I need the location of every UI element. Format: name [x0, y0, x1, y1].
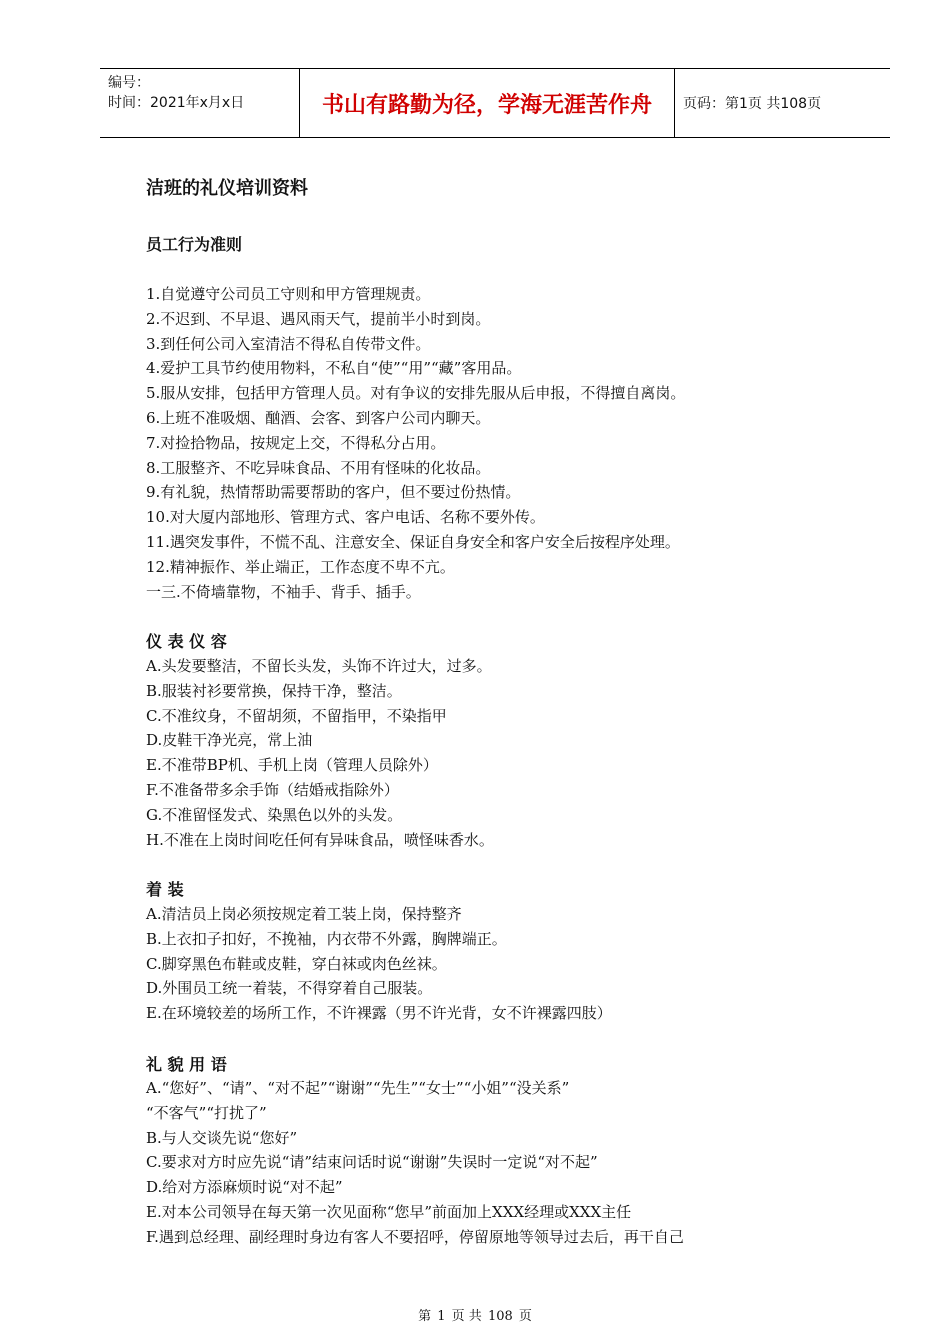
list-item: 8.工服整齐、不吃异味食品、不用有怪味的化妆品。	[146, 458, 491, 477]
list-item: A.“您好”、“请”、“对不起”“谢谢”“先生”“女士”“小姐”“没关系”	[146, 1079, 570, 1097]
list-item: 3.到任何公司入室清洁不得私自传带文件。	[146, 334, 431, 353]
list-item: 9.有礼貌，热情帮助需要帮助的客户，但不要过份热情。	[146, 483, 521, 502]
footer-total-pages: 108	[487, 1309, 513, 1324]
list-item: A.头发要整洁，不留长头发，头饰不许过大，过多。	[146, 657, 492, 675]
header-motto: 书山有路勤为径，学海无涯苦作舟	[300, 69, 675, 137]
page-header	[100, 68, 890, 138]
list-item: F.不准备带多余手饰（结婚戒指除外）	[146, 780, 399, 799]
footer-page-number: 1	[437, 1309, 446, 1324]
footer-suffix: 页	[518, 1309, 532, 1324]
list-item: D.皮鞋干净光亮，常上油	[146, 731, 313, 750]
list-item: 7.对捡拾物品，按规定上交，不得私分占用。	[146, 433, 446, 452]
list-item: D.给对方添麻烦时说“对不起”	[146, 1178, 343, 1197]
section-heading-conduct: 员工行为准则	[146, 235, 243, 254]
list-item: A.清洁员上岗必须按规定着工装上岗，保持整齐	[146, 905, 462, 923]
list-item: 1.自觉遵守公司员工守则和甲方管理规责。	[146, 285, 431, 303]
footer-prefix: 第	[418, 1309, 432, 1324]
section-heading-polite-language: 礼 貌 用 语	[146, 1055, 227, 1074]
section-polite-language-list	[146, 1076, 846, 1250]
list-item: 4.爱护工具节约使用物料，不私自“使”“用”“藏”客用品。	[146, 359, 522, 378]
section-heading-dress: 着 装	[146, 880, 184, 899]
section-dress-list	[146, 902, 846, 1026]
list-item: 6.上班不准吸烟、酗酒、会客、到客户公司内聊天。	[146, 408, 491, 427]
serial-label: 编号：	[108, 75, 150, 91]
list-item: G.不准留怪发式、染黑色以外的头发。	[146, 805, 403, 824]
section-conduct-list	[146, 282, 846, 604]
list-item: 一三.不倚墙靠物，不袖手、背手、插手。	[146, 582, 421, 601]
page-footer	[0, 1305, 950, 1324]
list-item: D.外围员工统一着装，不得穿着自己服装。	[146, 979, 433, 998]
section-appearance-list	[146, 654, 846, 852]
list-item: E.对本公司领导在每天第一次见面称“您早”前面加上XXX经理或XXX主任	[146, 1202, 632, 1221]
list-item: E.不准带BP机、手机上岗（管理人员除外）	[146, 756, 438, 775]
list-item: 2.不迟到、不早退、遇风雨天气，提前半小时到岗。	[146, 309, 491, 328]
list-item: 11.遇突发事件，不慌不乱、注意安全、保证自身安全和客户安全后按程序处理。	[146, 532, 680, 551]
list-item: C.不准纹身，不留胡须，不留指甲，不染指甲	[146, 706, 447, 725]
list-item: 12.精神振作、举止端正，工作态度不卑不亢。	[146, 557, 455, 576]
header-meta	[100, 69, 300, 137]
list-item: H.不准在上岗时间吃任何有异味食品，喷怪味香水。	[146, 830, 494, 849]
list-item: C.要求对方时应先说“请”结束问话时说“谢谢”失误时一定说“对不起”	[146, 1153, 598, 1172]
list-item: B.上衣扣子扣好，不挽袖，内衣带不外露，胸牌端正。	[146, 929, 507, 948]
list-item: C.脚穿黑色布鞋或皮鞋，穿白袜或肉色丝袜。	[146, 954, 447, 973]
list-item: B.与人交谈先说“您好”	[146, 1128, 298, 1147]
list-item: E.在环境较差的场所工作，不许裸露（男不许光背，女不许裸露四肢）	[146, 1004, 612, 1023]
list-item: B.服装衬衫要常换，保持干净，整洁。	[146, 681, 402, 700]
section-heading-appearance: 仪 表 仪 容	[146, 632, 227, 651]
document-title: 洁班的礼仪培训资料	[146, 178, 308, 199]
footer-mid: 页 共	[451, 1309, 482, 1324]
header-page-info: 页码：第1页 共108页	[683, 96, 822, 112]
time-label: 时间：2021年x月x日	[108, 95, 245, 111]
list-item: “不客气”“打扰了”	[146, 1103, 267, 1122]
list-item: 10.对大厦内部地形、管理方式、客户电话、名称不要外传。	[146, 508, 545, 527]
list-item: 5.服从安排，包括甲方管理人员。对有争议的安排先服从后申报，不得擅自离岗。	[146, 384, 686, 403]
list-item: F.遇到总经理、副经理时身边有客人不要招呼，停留原地等领导过去后，再干自己	[146, 1227, 684, 1246]
